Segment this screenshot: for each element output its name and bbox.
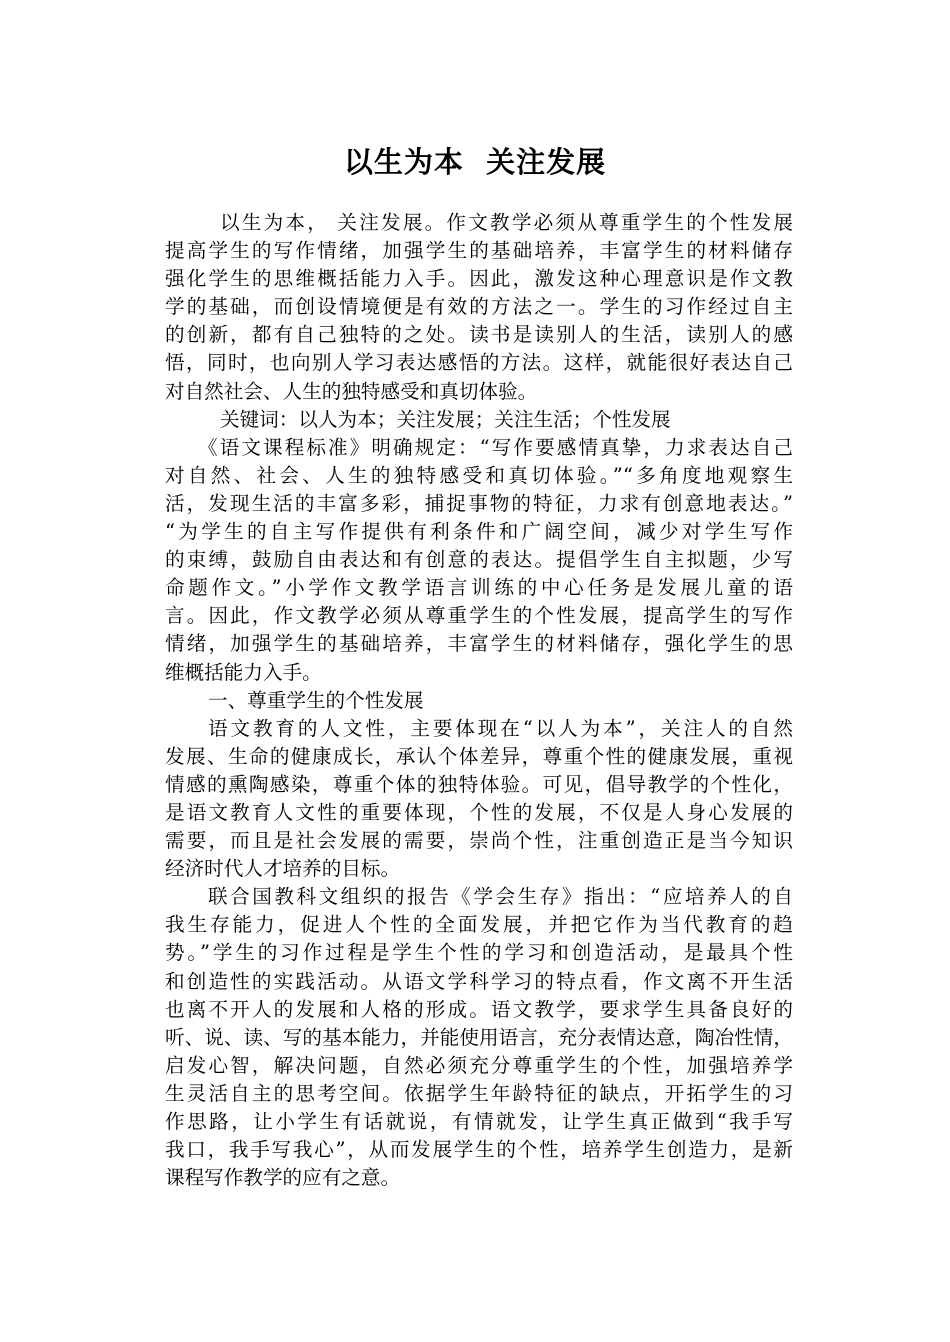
- paragraph-line: 联合国教科文组织的报告《学会生存》指出：“应培养人的自: [208, 885, 793, 909]
- paragraph-line: 经济时代人才培养的目标。: [165, 857, 401, 881]
- paragraph-line: 生灵活自主的思考空间。依据学生年龄特征的缺点，开拓学生的习: [165, 1081, 793, 1105]
- abstract-line: 学的基础，而创设情境便是有效的方法之一。学生的习作经过自主: [165, 295, 793, 319]
- abstract-line: 提高学生的写作情绪，加强学生的基础培养，丰富学生的材料储存: [165, 239, 793, 263]
- paragraph-line: 的束缚，鼓励自由表达和有创意的表达。提倡学生自主拟题，少写: [165, 548, 793, 572]
- paragraph-line: 作思路，让小学生有话就说，有情就发，让学生真正做到“我手写: [165, 1110, 793, 1133]
- paragraph-line: 维概括能力入手。: [165, 660, 322, 684]
- document-body: [165, 209, 793, 1192]
- paragraph-line: 《语文课程标准》明确规定：“写作要感情真挚，力求表达自己: [198, 435, 793, 459]
- paragraph-line: 也离不开人的发展和人格的形成。语文教学，要求学生具备良好的: [165, 997, 793, 1021]
- abstract-line: 对自然社会、人生的独特感受和真切体验。: [165, 379, 538, 403]
- paragraph-line: 我生存能力，促进人个性的全面发展，并把它作为当代教育的趋: [165, 913, 793, 937]
- paragraph-line: 发展、生命的健康成长，承认个体差异，尊重个性的健康发展，重视: [165, 744, 793, 768]
- paragraph-line: 势。”学生的习作过程是学生个性的学习和创造活动，是最具个性: [165, 941, 793, 965]
- paragraph-line: 启发心智，解决问题，自然必须充分尊重学生的个性，加强培养学: [165, 1053, 793, 1077]
- paragraph-line: 听、说、读、写的基本能力，并能使用语言，充分表情达意，陶冶性情，: [165, 1025, 793, 1049]
- paragraph-line: 语文教育的人文性，主要体现在“以人为本”，关注人的自然: [208, 716, 793, 740]
- paragraph-line: 活，发现生活的丰富多彩，捕捉事物的特征，力求有创意地表达。”: [165, 491, 793, 515]
- paragraph-line: 情感的熏陶感染，尊重个体的独特体验。可见，倡导教学的个性化，: [165, 772, 793, 796]
- document-title: 以生为本 关注发展: [343, 145, 607, 179]
- paragraph-line: 和创造性的实践活动。从语文学科学习的特点看，作文离不开生活: [165, 969, 793, 993]
- paragraph-line: 命题作文。”小学作文教学语言训练的中心任务是发展儿童的语: [165, 576, 793, 600]
- paragraph-line: 我口，我手写我心”，从而发展学生的个性，培养学生创造力，是新: [165, 1138, 793, 1162]
- abstract-line: 强化学生的思维概括能力入手。因此，激发这种心理意识是作文教: [165, 267, 793, 291]
- paragraph-line: 课程写作教学的应有之意。: [165, 1166, 401, 1190]
- paragraph-line: 是语文教育人文性的重要体现，个性的发展，不仅是人身心发展的: [165, 800, 793, 824]
- paragraph-line: 需要，而且是社会发展的需要，崇尚个性，注重创造正是当今知识: [165, 829, 793, 853]
- paragraph-line: 情绪，加强学生的基础培养，丰富学生的材料储存，强化学生的思: [165, 632, 793, 656]
- abstract-line: 悟，同时，也向别人学习表达感悟的方法。这样，就能很好表达自己: [165, 351, 793, 375]
- keywords-line: 关键词：以人为本；关注发展；关注生活；个性发展: [220, 407, 671, 431]
- section-heading: 一、尊重学生的个性发展: [208, 688, 424, 712]
- paragraph-line: 对自然、社会、人生的独特感受和真切体验。”“多角度地观察生: [165, 463, 793, 487]
- abstract-line: 以生为本， 关注发展。作文教学必须从尊重学生的个性发展: [220, 211, 793, 234]
- paragraph-line: “为学生的自主写作提供有利条件和广阔空间，减少对学生写作: [165, 520, 793, 544]
- paragraph-line: 言。因此，作文教学必须从尊重学生的个性发展，提高学生的写作: [165, 604, 793, 628]
- abstract-line: 的创新，都有自己独特的之处。读书是读别人的生活，读别人的感: [165, 323, 793, 347]
